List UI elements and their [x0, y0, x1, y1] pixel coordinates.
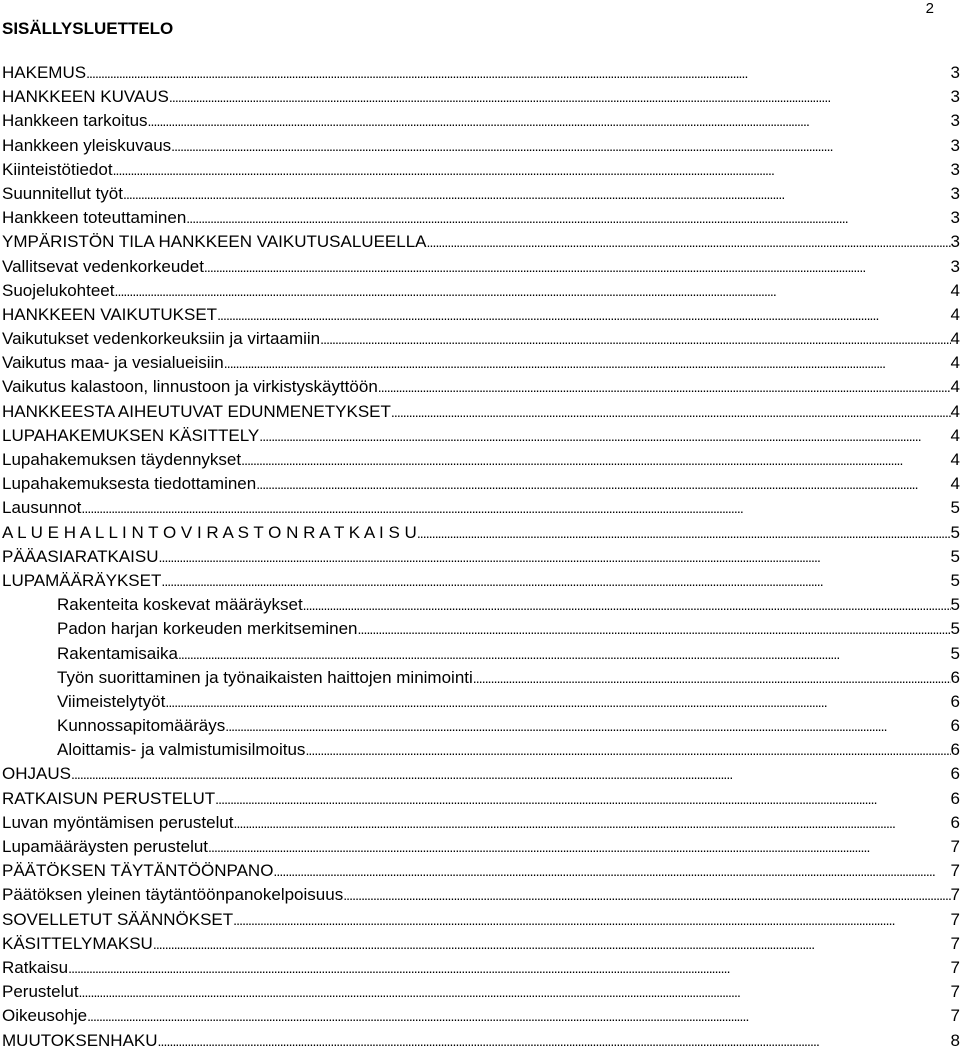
toc-entry-page-number: 4 [950, 304, 960, 324]
toc-entry-label: Lupamääräysten perustelut [2, 837, 209, 856]
toc-entry[interactable] [2, 956, 960, 980]
toc-entry-page-number: 7 [950, 933, 960, 953]
toc-entry-page-number: 3 [950, 183, 960, 203]
toc-entry[interactable] [2, 182, 960, 206]
toc-entry-label: SOVELLETUT SÄÄNNÖKSET [2, 909, 234, 929]
toc-entry-label: Suunnitellut työt [2, 183, 123, 203]
dot-leader [71, 762, 951, 786]
toc-entry-page-number: 3 [950, 232, 960, 252]
toc-entry-page-number: 4 [950, 329, 960, 349]
toc-entry-label: Oikeusohje [2, 1006, 88, 1026]
toc-entry-label: Ratkaisu [2, 957, 69, 977]
toc-entry-page-number: 3 [950, 111, 960, 131]
toc-entry-label: Perustelut [2, 982, 79, 1002]
toc-entry-label: Hankkeen yleiskuvaus [2, 135, 172, 155]
toc-entry-label: Viimeistelytyöt [57, 691, 166, 711]
toc-entry[interactable] [2, 883, 960, 907]
toc-entry-page-number: 4 [950, 353, 960, 373]
toc-entry-page-number: 6 [950, 740, 960, 760]
dot-leader [81, 496, 950, 520]
toc-entry-page-number: 3 [950, 135, 960, 155]
toc-entry-label: Suojelukohteet [2, 280, 115, 300]
toc-entry[interactable] [2, 448, 960, 472]
toc-entry[interactable] [2, 835, 960, 859]
dot-leader [215, 787, 950, 811]
dot-leader [273, 859, 950, 883]
toc-entry-label: A L U E H A L L I N T O V I R A S T O N R A T K A I S U [2, 522, 417, 542]
toc-entry[interactable] [2, 569, 960, 593]
toc-entry-page-number: 7 [950, 957, 960, 977]
toc-entry-label: Vaikutus kalastoon, linnustoon ja virkistyskäyttöön [2, 377, 378, 397]
toc-entry-page-number: 7 [950, 1006, 960, 1026]
dot-leader [208, 835, 951, 859]
dot-leader [165, 690, 950, 714]
dot-leader [113, 158, 951, 182]
dot-leader [79, 980, 951, 1004]
toc-entry-label: Aloittamis- ja valmistumisilmoitus [57, 740, 306, 760]
toc-entry-page-number: 3 [950, 159, 960, 179]
toc-entry[interactable] [2, 472, 960, 496]
toc-entry[interactable] [2, 206, 960, 230]
dot-leader [169, 85, 951, 109]
toc-entry-label: Kunnossapitomääräys [57, 716, 226, 736]
toc-entry-page-number: 4 [950, 450, 960, 469]
dot-leader [217, 303, 950, 327]
toc-entry-label: HANKKEESTA AIHEUTUVAT EDUNMENETYKSET [2, 401, 391, 421]
toc-entry-label: Hankkeen tarkoitus [2, 111, 148, 131]
toc-entry[interactable] [2, 327, 960, 351]
toc-entry-page-number: 5 [950, 546, 960, 566]
toc-entry-label: PÄÄTÖKSEN TÄYTÄNTÖÖNPANO [2, 861, 274, 881]
dot-leader [87, 1004, 950, 1028]
toc-entry-page-number: 6 [950, 788, 960, 808]
toc-entry-label: HANKKEEN KUVAUS [2, 87, 169, 107]
dot-leader [417, 521, 951, 545]
dot-leader [259, 424, 950, 448]
toc-entry[interactable] [2, 279, 960, 303]
toc-entry-page-number: 6 [950, 691, 960, 711]
toc-entry-label: KÄSITTELYMAKSU [2, 933, 153, 953]
toc-entry-page-number: 4 [950, 474, 960, 494]
toc-entry-label: Kiinteistötiedot [2, 159, 113, 179]
toc-entry-page-number: 6 [950, 716, 960, 736]
toc-entry-label: YMPÄRISTÖN TILA HANKKEEN VAIKUTUSALUEELLA [2, 232, 427, 252]
toc-entry[interactable] [2, 61, 960, 85]
dot-leader [186, 206, 950, 230]
toc-entry[interactable] [2, 424, 960, 448]
toc-entry-page-number: 7 [950, 861, 960, 881]
toc-entry[interactable] [2, 1029, 960, 1053]
toc-entry-label: Vaikutukset vedenkorkeuksiin ja virtaamiin [2, 329, 321, 349]
toc-entry-label: Lupahakemuksesta tiedottaminen [2, 474, 257, 494]
dot-leader [86, 61, 950, 85]
toc-entry-label: Vallitsevat vedenkorkeudet [2, 256, 204, 276]
dot-leader [68, 956, 950, 980]
toc-entry-label: HAKEMUS [2, 63, 87, 82]
toc-entry-label: RATKAISUN PERUSTELUT [2, 788, 216, 808]
dot-leader [241, 448, 950, 472]
dot-leader [358, 617, 951, 641]
toc-entry-label: Rakenteita koskevat määräykset [57, 595, 303, 615]
dot-leader [256, 472, 950, 496]
dot-leader [305, 738, 950, 762]
toc-entry-page-number: 5 [950, 643, 960, 663]
toc-entry-label: Rakentamisaika [57, 643, 178, 663]
toc-entry-label: LUPAHAKEMUKSEN KÄSITTELY [2, 425, 260, 445]
dot-leader [114, 279, 950, 303]
dot-leader [153, 932, 951, 956]
toc-entry[interactable] [2, 230, 960, 254]
toc-entry-page-number: 4 [950, 425, 960, 445]
toc-entry-label: OHJAUS [2, 764, 71, 784]
dot-leader [225, 714, 950, 738]
toc-entry-page-number: 5 [950, 595, 960, 615]
toc-entry-page-number: 7 [950, 837, 960, 856]
toc-entry[interactable] [2, 908, 960, 932]
dot-leader [343, 883, 950, 907]
toc-entry[interactable] [2, 1004, 960, 1028]
dot-leader [148, 109, 951, 133]
toc-entry-page-number: 3 [950, 63, 960, 82]
toc-entry-page-number: 5 [950, 570, 960, 590]
toc-entry-label: Padon harjan korkeuden merkitseminen [57, 619, 358, 639]
dot-leader [123, 182, 951, 206]
dot-leader [178, 642, 951, 666]
dot-leader [233, 908, 950, 932]
toc-entry-label: Lausunnot [2, 498, 82, 518]
toc-entry-page-number: 3 [950, 256, 960, 276]
dot-leader [158, 1029, 951, 1053]
toc-entry-page-number: 8 [950, 1030, 960, 1050]
toc-entry[interactable] [2, 593, 960, 617]
toc-entry-page-number: 4 [950, 377, 960, 397]
toc-entry-label: PÄÄASIARATKAISU [2, 546, 159, 566]
dot-leader [303, 593, 951, 617]
toc-entry[interactable] [2, 738, 960, 762]
toc-entry[interactable] [2, 690, 960, 714]
toc-entry-label: Päätöksen yleinen täytäntöönpanokelpoisuus [2, 885, 344, 905]
toc-entry-label: Lupahakemuksen täydennykset [2, 450, 242, 469]
toc-entry-page-number: 7 [950, 909, 960, 929]
toc-entry-page-number: 5 [950, 619, 960, 639]
dot-leader [427, 230, 951, 254]
dot-leader [378, 375, 951, 399]
toc-entry[interactable] [2, 255, 960, 279]
dot-leader [204, 255, 951, 279]
toc-entry-label: LUPAMÄÄRÄYKSET [2, 570, 162, 590]
table-of-contents [2, 61, 960, 1053]
toc-entry-page-number: 6 [950, 764, 960, 784]
toc-entry-page-number: 5 [950, 498, 960, 518]
dot-leader [320, 327, 950, 351]
toc-entry[interactable] [2, 859, 960, 883]
toc-entry-page-number: 7 [950, 982, 960, 1002]
page-number: 2 [925, 0, 934, 17]
toc-entry[interactable] [2, 496, 960, 520]
toc-entry-page-number: 4 [950, 280, 960, 300]
toc-entry[interactable] [2, 714, 960, 738]
toc-entry-label: Työn suorittaminen ja työnaikaisten haittojen minimointi [57, 667, 473, 687]
toc-entry[interactable] [2, 932, 960, 956]
toc-entry[interactable] [2, 787, 960, 811]
dot-leader [224, 351, 951, 375]
toc-entry-page-number: 5 [950, 522, 960, 542]
dot-leader [234, 811, 951, 835]
toc-entry[interactable] [2, 375, 960, 399]
toc-entry[interactable] [2, 158, 960, 182]
toc-title: SISÄLLYSLUETTELO [2, 19, 174, 38]
dot-leader [159, 545, 951, 569]
toc-entry[interactable] [2, 617, 960, 641]
toc-entry[interactable] [2, 980, 960, 1004]
toc-entry-page-number: 6 [950, 812, 960, 832]
dot-leader [473, 666, 951, 690]
toc-entry[interactable] [2, 666, 960, 690]
toc-entry-page-number: 3 [950, 87, 960, 107]
dot-leader [391, 400, 951, 424]
dot-leader [171, 134, 950, 158]
toc-entry-label: MUUTOKSENHAKU [2, 1030, 158, 1050]
toc-entry-page-number: 4 [950, 401, 960, 421]
toc-entry[interactable] [2, 545, 960, 569]
toc-entry[interactable] [2, 109, 960, 133]
toc-entry[interactable] [2, 642, 960, 666]
toc-entry-label: HANKKEEN VAIKUTUKSET [2, 304, 218, 324]
dot-leader [161, 569, 950, 593]
toc-entry[interactable] [2, 85, 960, 109]
toc-entry-label: Luvan myöntämisen perustelut [2, 812, 234, 832]
toc-entry[interactable] [2, 351, 960, 375]
toc-entry[interactable] [2, 811, 960, 835]
toc-entry-page-number: 7 [950, 885, 960, 905]
toc-entry-page-number: 3 [950, 208, 960, 228]
toc-entry-label: Vaikutus maa- ja vesialueisiin [2, 353, 224, 373]
toc-entry[interactable] [2, 134, 960, 158]
toc-entry-page-number: 6 [950, 667, 960, 687]
toc-entry[interactable] [2, 400, 960, 424]
toc-entry[interactable] [2, 521, 960, 545]
toc-entry-label: Hankkeen toteuttaminen [2, 208, 187, 228]
toc-entry[interactable] [2, 303, 960, 327]
toc-entry[interactable] [2, 762, 960, 786]
